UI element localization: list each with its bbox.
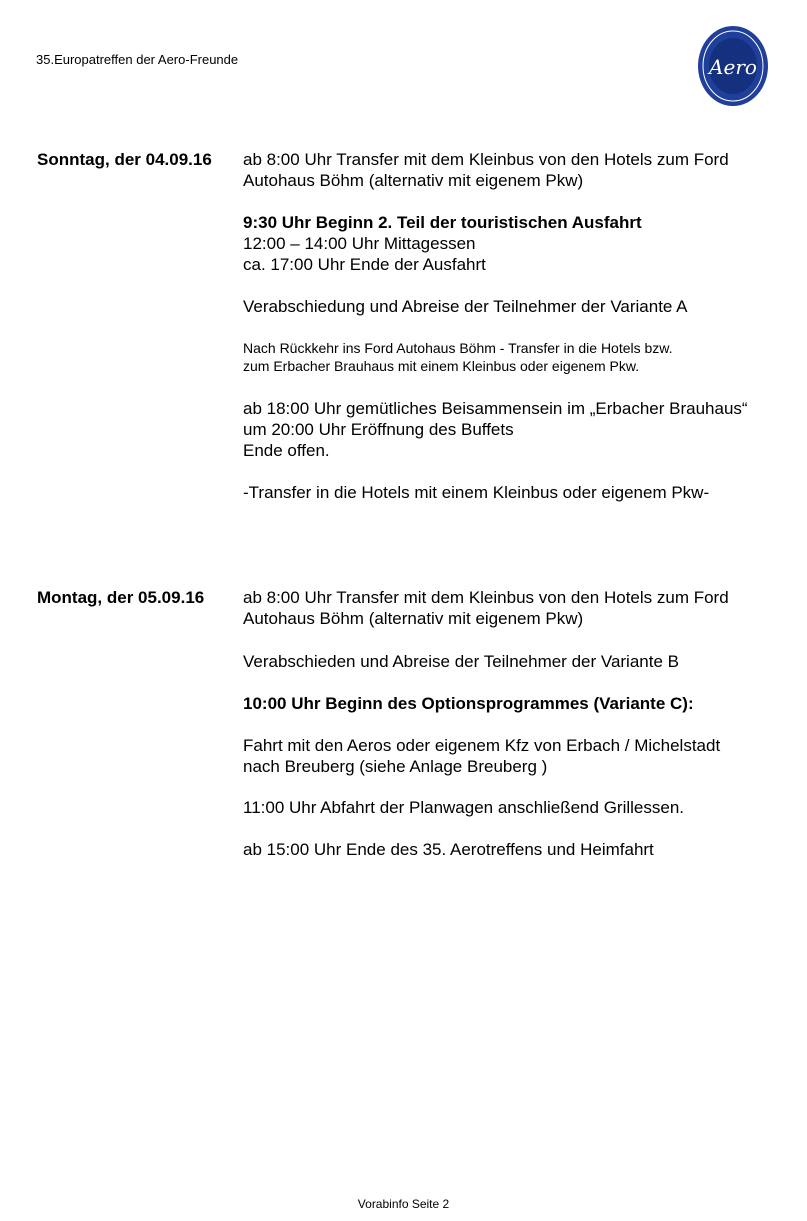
monday-line: Fahrt mit den Aeros oder eigenem Kfz von Erbach / Michelstadt — [243, 736, 721, 755]
sunday-line: -Transfer in die Hotels mit einem Kleinbus oder eigenem Pkw- — [243, 483, 710, 502]
monday-line: Autohaus Böhm (alternativ mit eigenem Pkw) — [243, 609, 584, 628]
sunday-highlight-line: 9:30 Uhr Beginn 2. Teil der touristischen Ausfahrt — [243, 213, 642, 232]
sunday-line: um 20:00 Uhr Eröffnung des Buffets — [243, 420, 514, 439]
page-footer: Vorabinfo Seite 2 — [357, 1197, 450, 1211]
sunday-line: ab 8:00 Uhr Transfer mit dem Kleinbus von den Hotels zum Ford — [243, 150, 729, 169]
sunday-line: Ende offen. — [243, 441, 330, 460]
monday-line: nach Breuberg (siehe Anlage Breuberg ) — [243, 757, 548, 776]
club-logo — [697, 25, 769, 107]
sunday-note-line: zum Erbacher Brauhaus mit einem Kleinbus oder eigenem Pkw. — [243, 358, 640, 374]
sunday-line: ca. 17:00 Uhr Ende der Ausfahrt — [243, 255, 486, 274]
day-label-sunday: Sonntag, der 04.09.16 — [37, 150, 212, 169]
monday-line: Verabschieden und Abreise der Teilnehmer der Variante B — [243, 652, 679, 671]
monday-line: ab 8:00 Uhr Transfer mit dem Kleinbus von den Hotels zum Ford — [243, 588, 729, 607]
logo-text: Aero — [709, 55, 757, 79]
monday-highlight-line: 10:00 Uhr Beginn des Optionsprogrammes (Variante C): — [243, 694, 694, 713]
sunday-line: Autohaus Böhm (alternativ mit eigenem Pkw) — [243, 171, 584, 190]
day-label-monday: Montag, der 05.09.16 — [37, 588, 205, 607]
sunday-note-line: Nach Rückkehr ins Ford Autohaus Böhm - Transfer in die Hotels bzw. — [243, 340, 673, 356]
sunday-line: 12:00 – 14:00 Uhr Mittagessen — [243, 234, 476, 253]
sunday-line: ab 18:00 Uhr gemütliches Beisammensein im „Erbacher Brauhaus“ — [243, 399, 748, 418]
monday-line: ab 15:00 Uhr Ende des 35. Aerotreffens und Heimfahrt — [243, 840, 654, 859]
sunday-line: Verabschiedung und Abreise der Teilnehmer der Variante A — [243, 297, 688, 316]
monday-line: 11:00 Uhr Abfahrt der Planwagen anschließend Grillessen. — [243, 798, 684, 817]
page-header-title: 35.Europatreffen der Aero-Freunde — [36, 52, 239, 67]
